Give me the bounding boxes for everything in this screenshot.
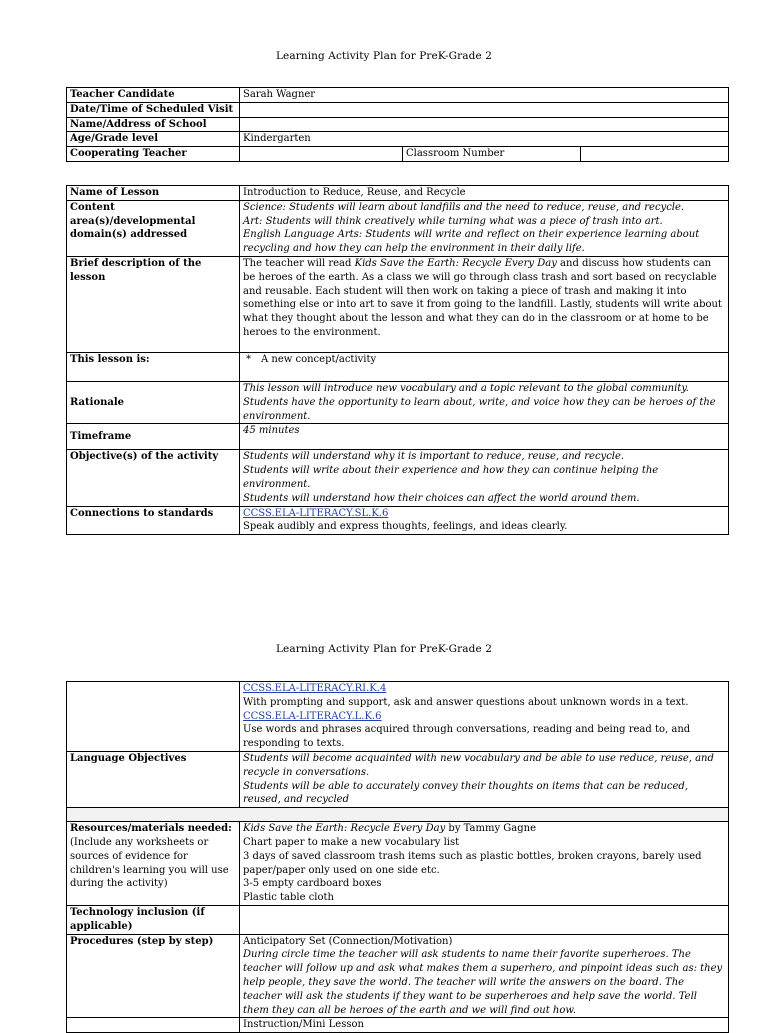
table-row xyxy=(67,117,729,132)
instruction-heading: Instruction/Mini Lesson xyxy=(240,1018,729,1033)
classroom-label: Classroom Number xyxy=(403,147,581,162)
table-row xyxy=(67,450,729,506)
resource-item: Chart paper to make a new vocabulary list xyxy=(243,836,460,848)
table-row xyxy=(67,256,729,352)
brief-text: The teacher will read xyxy=(243,257,355,269)
table-row xyxy=(67,822,729,906)
table-row xyxy=(67,186,729,201)
bullet: * xyxy=(246,353,251,365)
resources-heading: Resources/materials needed: xyxy=(70,823,232,835)
table-row xyxy=(67,751,729,807)
classroom-value xyxy=(581,147,729,162)
teacher-label: Teacher Candidate xyxy=(67,88,240,103)
school-label: Name/Address of School xyxy=(67,117,240,132)
table-row xyxy=(67,682,729,752)
resources-value xyxy=(240,822,729,906)
language-objectives-value xyxy=(240,751,729,807)
standard-link[interactable]: CCSS.ELA-LITERACY.RI.K.4 xyxy=(243,683,387,694)
objective-line: Students will understand how their choices can affect the world around them. xyxy=(243,492,640,504)
page-title: Learning Activity Plan for PreK-Grade 2 xyxy=(275,50,493,62)
info-table xyxy=(66,87,729,162)
book-title: Kids Save the Earth: Recycle Every Day xyxy=(354,257,557,269)
page-title: Learning Activity Plan for PreK-Grade 2 xyxy=(275,643,493,655)
resource-item: 3-5 empty cardboard boxes xyxy=(243,878,382,890)
coop-label: Cooperating Teacher xyxy=(67,147,240,162)
table-row xyxy=(67,381,729,423)
lesson-is-text: A new concept/activity xyxy=(261,353,377,365)
book-author: by Tammy Gagne xyxy=(445,823,537,835)
age-value: Kindergarten xyxy=(240,132,729,147)
language-line: Students will be able to accurately convey their thoughts on items that can be reduced, reused, and recycled xyxy=(243,780,688,806)
objectives-value xyxy=(240,450,729,506)
table-row xyxy=(67,200,729,256)
brief-text: and discuss how students can be heroes of the earth. As a class we will go through class trash and sort based on recyclable and reusable. Each student will then work on taking a piece of trash and making it into something else or into art to save it from going to the landfill. Lastly, students will write about what they thought about the lesson and what they can do in the classroom or at home to be heroes to the environment. xyxy=(243,257,722,338)
lesson-is-value xyxy=(240,352,729,381)
school-value xyxy=(240,117,729,132)
standard-text: Use words and phrases acquired through conversations, reading and being read to, and responding to texts. xyxy=(243,724,691,750)
procedures-value xyxy=(240,934,729,1018)
lesson-name-label: Name of Lesson xyxy=(67,186,240,201)
language-line: Students will become acquainted with new vocabulary and be able to use reduce, reuse, and recycle in conversations. xyxy=(243,752,714,778)
content-line: Art: Students will think creatively while turning what was a piece of trash into art. xyxy=(243,215,663,227)
standard-link[interactable]: CCSS.ELA-LITERACY.L.K.6 xyxy=(243,710,382,722)
table-row xyxy=(67,1018,729,1033)
table-row xyxy=(67,102,729,117)
brief-description-label: Brief description of the lesson xyxy=(67,256,240,352)
table-row xyxy=(67,905,729,934)
table-row xyxy=(67,424,729,450)
content-area-label: Content area(s)/developmental domain(s) addressed xyxy=(67,200,240,256)
empty-label xyxy=(67,1018,240,1033)
timeframe-value: 45 minutes xyxy=(240,424,729,450)
lesson-name-value: Introduction to Reduce, Reuse, and Recycle xyxy=(240,186,729,201)
resources-note: (Include any worksheets or sources of evidence for children's learning you will use during the activity) xyxy=(70,836,229,890)
rationale-label: Rationale xyxy=(67,381,240,423)
lesson-table xyxy=(66,185,729,535)
objectives-label: Objective(s) of the activity xyxy=(67,450,240,506)
table-row xyxy=(67,132,729,147)
date-value xyxy=(240,102,729,117)
brief-description-value xyxy=(240,256,729,352)
empty-label xyxy=(67,682,240,752)
table-row xyxy=(67,147,729,162)
rationale-value: This lesson will introduce new vocabulary and a topic relevant to the global community. Students have the opportunity to learn about, write, and voice how they can be heroes of the environment. xyxy=(240,381,729,423)
plan-table xyxy=(66,681,729,1033)
objective-line: Students will understand why it is important to reduce, reuse, and recycle. xyxy=(243,451,625,463)
standard-link[interactable]: CCSS.ELA-LITERACY.SL.K.6 xyxy=(243,507,389,519)
teacher-value: Sarah Wagner xyxy=(240,88,729,103)
age-label: Age/Grade level xyxy=(67,132,240,147)
content-line: English Language Arts: Students will write and reflect on their experience learning about recycling and how they can help the environment in their daily life. xyxy=(243,229,700,255)
standards-continued xyxy=(240,682,729,752)
standard-text: Speak audibly and express thoughts, feelings, and ideas clearly. xyxy=(243,521,568,533)
standards-value xyxy=(240,506,729,535)
table-row xyxy=(67,352,729,381)
table-row xyxy=(67,934,729,1018)
standard-text: With prompting and support, ask and answer questions about unknown words in a text. xyxy=(243,696,689,708)
table-row xyxy=(67,506,729,535)
technology-label: Technology inclusion (if applicable) xyxy=(67,905,240,934)
book-title: Kids Save the Earth: Recycle Every Day xyxy=(243,823,446,835)
date-label: Date/Time of Scheduled Visit xyxy=(67,102,240,117)
anticipatory-text: During circle time the teacher will ask students to name their favorite superheroes. The teacher will follow up and ask what makes them a superhero, and pinpoint ideas such as: they help people, they save the world. The teacher will write the answers on the board. The teacher will ask the students if they want to be superheroes and help save the world. Tell them they can all be heroes of the earth and we will find out how. xyxy=(243,949,723,1016)
resources-label xyxy=(67,822,240,906)
language-objectives-label: Language Objectives xyxy=(67,751,240,807)
timeframe-label: Timeframe xyxy=(67,424,240,450)
table-row xyxy=(67,88,729,103)
procedures-label: Procedures (step by step) xyxy=(67,934,240,1018)
anticipatory-heading: Anticipatory Set (Connection/Motivation) xyxy=(243,935,453,947)
lesson-is-label: This lesson is: xyxy=(67,352,240,381)
content-line: Science: Students will learn about landfills and the need to reduce, reuse, and recycle. xyxy=(243,201,685,213)
objective-line: Students will write about their experience and how they can continue helping the environment. xyxy=(243,465,659,490)
standards-label: Connections to standards xyxy=(67,506,240,535)
resource-item: Plastic table cloth xyxy=(243,892,334,904)
blank-row xyxy=(67,808,729,822)
technology-value xyxy=(240,905,729,934)
resource-item: 3 days of saved classroom trash items such as plastic bottles, broken crayons, barely used paper/paper only used on one side etc. xyxy=(243,850,702,876)
table-row xyxy=(67,808,729,822)
coop-value xyxy=(240,147,403,162)
content-area-value xyxy=(240,200,729,256)
